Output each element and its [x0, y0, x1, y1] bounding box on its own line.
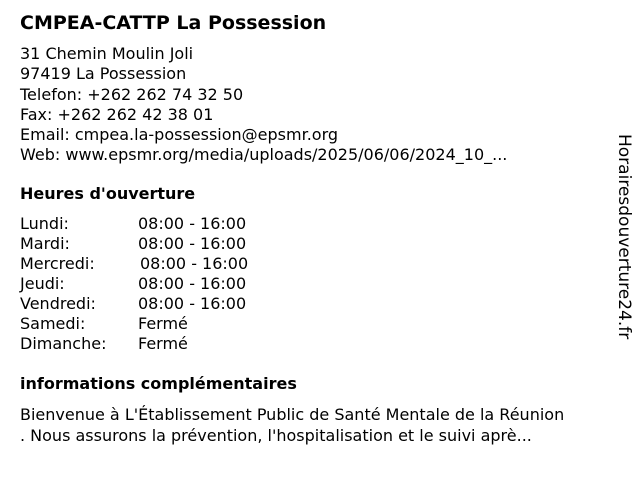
info-line: . Nous assurons la prévention, l'hospitalisation et le suivi aprè...: [20, 426, 532, 445]
website-link: Web: www.epsmr.org/media/uploads/2025/06/06/2024_10_...: [20, 145, 508, 165]
city-address: 97419 La Possession: [20, 64, 187, 84]
time-value: 08:00 - 16:00: [138, 274, 247, 293]
day-label: Samedi:: [20, 314, 86, 333]
day-label: Dimanche:: [20, 334, 107, 353]
time-value: Fermé: [138, 334, 188, 353]
day-label: Mercredi:: [20, 254, 95, 273]
day-label: Mardi:: [20, 234, 70, 253]
info-line: Bienvenue à L'Établissement Public de Santé Mentale de la Réunion: [20, 405, 565, 424]
time-value: 08:00 - 16:00: [138, 214, 247, 233]
hours-heading: Heures d'ouverture: [20, 184, 196, 203]
day-label: Lundi:: [20, 214, 69, 233]
time-value: 08:00 - 16:00: [138, 234, 247, 253]
email-address: Email: cmpea.la-possession@epsmr.org: [20, 125, 339, 145]
time-value: 08:00 - 16:00: [138, 294, 247, 313]
day-label: Vendredi:: [20, 294, 96, 313]
watermark-text: Horairesdouverture24.fr: [614, 134, 634, 340]
info-heading: informations complémentaires: [20, 374, 297, 393]
time-value: Fermé: [138, 314, 188, 333]
day-label: Jeudi:: [20, 274, 65, 293]
contact-block: [20, 44, 507, 166]
page-title: CMPEA-CATTP La Possession: [20, 12, 327, 34]
info-description: [20, 404, 564, 446]
phone-number: Telefon: +262 262 74 32 50: [20, 84, 244, 104]
time-value: 08:00 - 16:00: [140, 254, 249, 273]
fax-number: Fax: +262 262 42 38 01: [20, 104, 214, 124]
street-address: 31 Chemin Moulin Joli: [20, 44, 194, 63]
